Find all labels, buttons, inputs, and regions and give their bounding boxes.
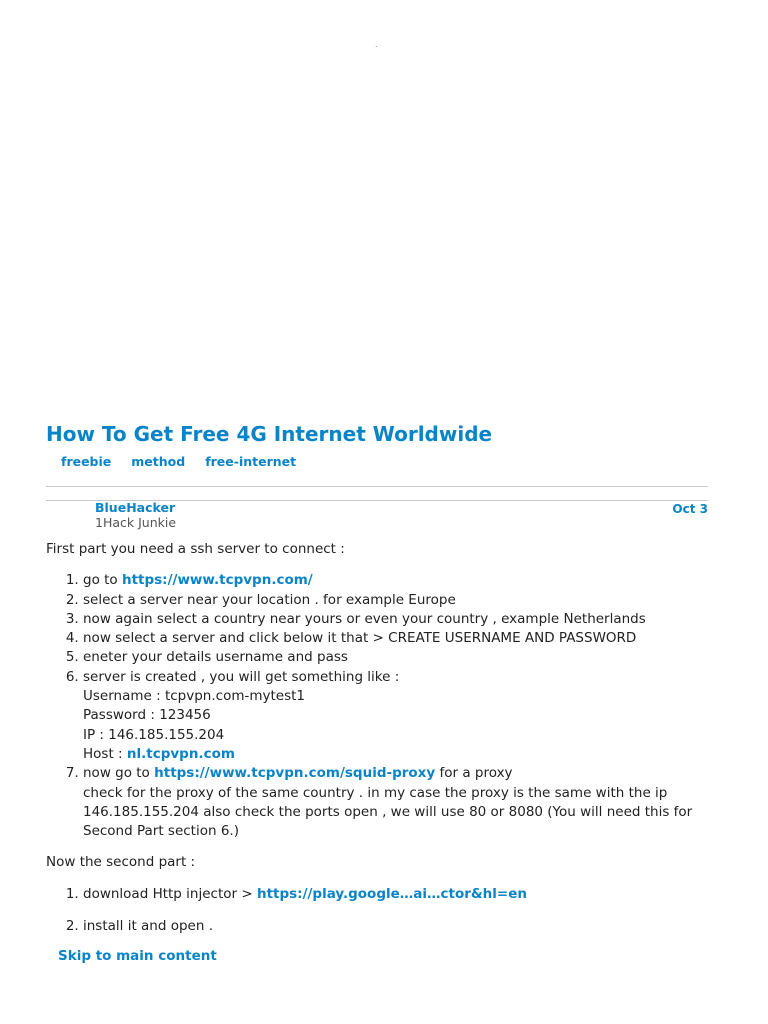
tag-free-internet[interactable]: free-internet bbox=[205, 454, 297, 469]
step-text: server is created , you will get something like : bbox=[83, 668, 400, 685]
list-item: 3. now again select a country near yours or even your country , example Netherlands bbox=[83, 610, 716, 629]
list-item: 2. select a server near your location . for example Europe bbox=[83, 591, 716, 610]
step-text: for a proxy bbox=[435, 765, 513, 782]
server-username: Username : tcpvpn.com-mytest1 bbox=[83, 688, 305, 705]
author-title: 1Hack Junkie bbox=[95, 515, 177, 530]
tag-freebie[interactable]: freebie bbox=[61, 454, 112, 469]
post-date-link[interactable]: Oct 3 bbox=[672, 502, 708, 516]
tag-method[interactable]: method bbox=[131, 454, 186, 469]
server-password: Password : 123456 bbox=[83, 707, 211, 724]
list-item bbox=[83, 885, 716, 904]
squid-proxy-link[interactable]: https://www.tcpvpn.com/squid-proxy bbox=[154, 765, 436, 782]
page-dot: . bbox=[375, 40, 378, 49]
topic-tags bbox=[61, 454, 296, 469]
list-item bbox=[83, 571, 716, 590]
tcpvpn-link[interactable]: https://www.tcpvpn.com/ bbox=[121, 572, 313, 589]
second-part-steps bbox=[46, 885, 716, 937]
play-store-link[interactable]: https://play.google…ai…ctor&hl=en bbox=[256, 885, 527, 902]
proxy-detail: check for the proxy of the same country . in my case the proxy is the same with the ip 146.185.155.204 also check the ports open , we will use 80 or 8080 (You will need this for Second Part section 6.) bbox=[83, 784, 693, 840]
step-text: download Http injector > bbox=[83, 885, 257, 902]
list-item bbox=[83, 668, 716, 764]
title-divider bbox=[46, 486, 708, 487]
list-item bbox=[83, 764, 716, 841]
server-ip: IP : 146.185.155.204 bbox=[83, 726, 225, 743]
list-item: 2. install it and open . bbox=[83, 917, 716, 936]
first-part-steps bbox=[46, 571, 716, 841]
topic-title[interactable]: How To Get Free 4G Internet Worldwide bbox=[46, 422, 493, 446]
post-body bbox=[46, 540, 716, 949]
step-text: now go to bbox=[83, 765, 155, 782]
list-item: 4. now select a server and click below it that > CREATE USERNAME AND PASSWORD bbox=[83, 629, 716, 648]
server-host-label: Host : bbox=[83, 745, 127, 762]
post-author-info bbox=[95, 500, 176, 530]
host-link[interactable]: nl.tcpvpn.com bbox=[126, 745, 235, 762]
skip-to-main-content-link[interactable]: Skip to main content bbox=[58, 948, 217, 964]
step-text: go to bbox=[83, 572, 122, 589]
post-intro: First part you need a ssh server to connect : bbox=[46, 541, 345, 557]
author-name-link[interactable]: BlueHacker bbox=[95, 500, 176, 515]
second-part-intro: Now the second part : bbox=[46, 854, 196, 871]
list-item: 5. eneter your details username and pass bbox=[83, 648, 716, 667]
